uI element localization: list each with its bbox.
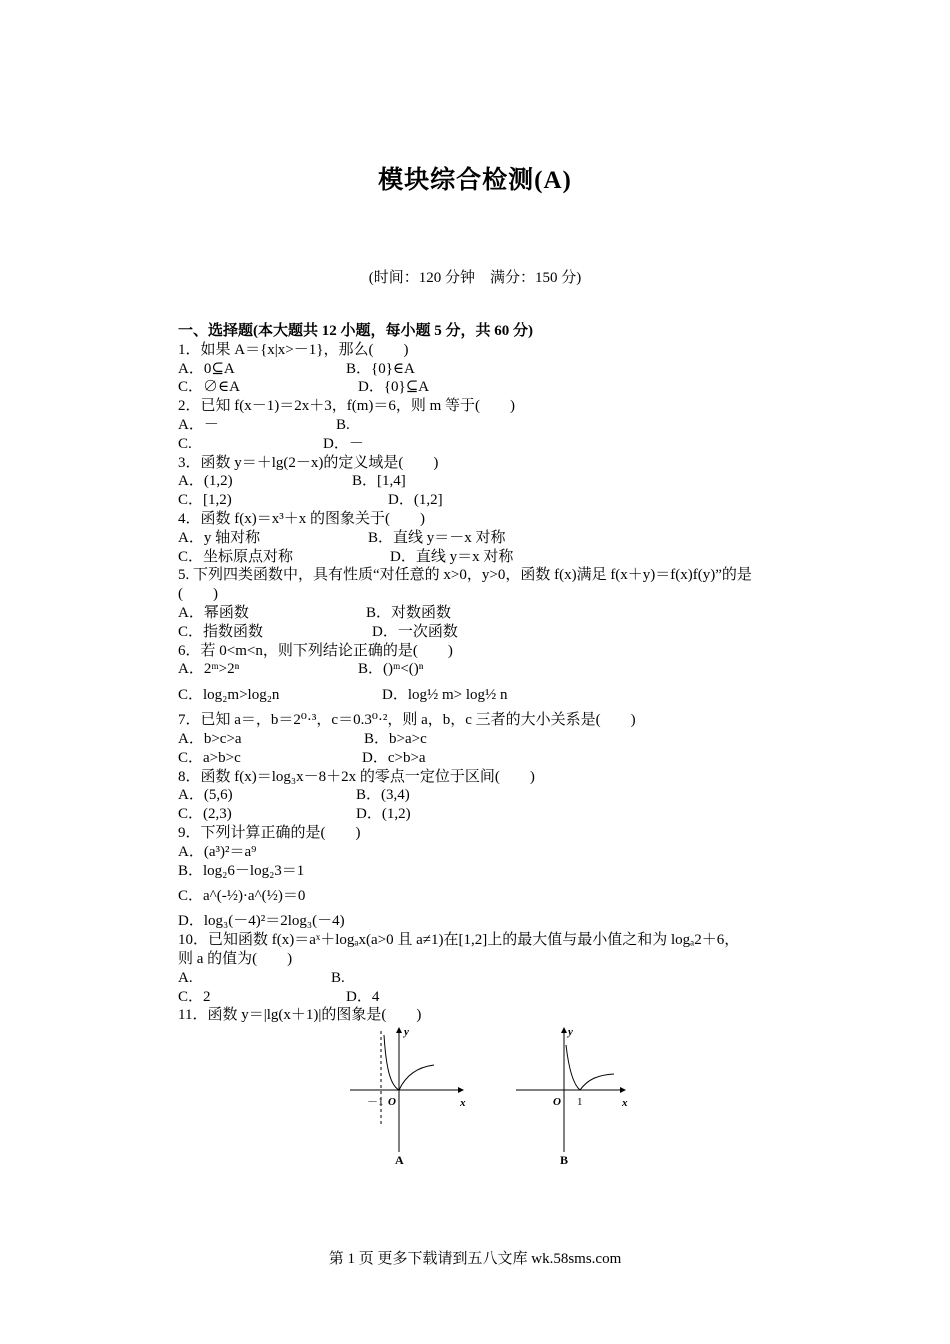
origin-label: O <box>388 1096 396 1109</box>
option-row <box>178 730 818 749</box>
option-b: B．()ᵐ<()ⁿ <box>358 661 424 678</box>
section-heading: 一、选择题(本大题共 12 小题，每小题 5 分，共 60 分) <box>178 323 533 339</box>
question-4: 4．函数 f(x)＝x³＋x 的图象关于( ) <box>178 510 425 527</box>
option-d: D．log½ m> log½ n <box>382 687 508 704</box>
option-row <box>178 749 818 768</box>
option-c: C．指数函数 <box>178 623 264 640</box>
question-5: 5. 下列四类函数中，具有性质“对任意的 x>0，y>0，函数 f(x)满足 f(x＋y)＝f(x)f(y)”的是 <box>178 567 752 584</box>
option-c: C．[1,2) <box>178 492 232 509</box>
option-row <box>178 679 818 711</box>
option-b: B. <box>331 969 345 986</box>
option-c: C．∅∈A <box>178 379 240 396</box>
tick-label: 1 <box>577 1096 583 1109</box>
question-list <box>178 322 818 1170</box>
option-row <box>178 805 818 824</box>
option-b: B．b>a>c <box>364 730 427 747</box>
option-b: B. <box>336 416 350 433</box>
question-10: 10．已知函数 f(x)＝aˣ＋logₐx(a>0 且 a≠1)在[1,2]上的最大值与最小值之和为 logₐ2＋6， <box>178 932 740 949</box>
page-footer: 第 1 页 更多下载请到五八文库 wk.58sms.com <box>328 1251 622 1267</box>
option-a: A．(a³)²＝a⁹ <box>178 843 257 860</box>
option-row <box>178 416 818 435</box>
option-c: C．log₂m>log₂n <box>178 687 280 704</box>
option-d: D．c>b>a <box>362 749 426 766</box>
question-3: 3．函数 y＝＋lg(2－x)的定义域是( ) <box>178 454 439 471</box>
option-a: A．0⊆A <box>178 360 235 377</box>
option-c: C．坐标原点对称 <box>178 548 294 565</box>
option-d: D．(1,2) <box>356 806 411 823</box>
figure-label-b: B <box>560 1153 569 1168</box>
x-axis-label: x <box>460 1097 466 1110</box>
exam-info: (时间：120 分钟 满分：150 分) <box>368 270 582 286</box>
question-8: 8．函数 f(x)＝log₃x－8＋2x 的零点一定位于区间( ) <box>178 768 535 785</box>
option-row <box>178 472 818 491</box>
option-row <box>178 604 818 623</box>
y-axis-label: y <box>404 1027 409 1039</box>
question-9: 9．下列计算正确的是( ) <box>178 824 361 841</box>
origin-label: O <box>553 1096 561 1109</box>
page-title: 模块综合检测(A) <box>378 167 572 194</box>
option-row <box>178 548 818 567</box>
option-c: C．a^(-½)·a^(½)＝0 <box>178 888 306 905</box>
option-a: A．幂函数 <box>178 604 249 621</box>
graph-figure-a <box>348 1027 478 1157</box>
option-row <box>178 529 818 548</box>
graph-curve <box>384 1035 434 1090</box>
y-arrow-icon <box>396 1027 402 1033</box>
x-axis-label: x <box>622 1097 628 1110</box>
question-6: 6．若 0<m<n，则下列结论正确的是( ) <box>178 642 453 659</box>
option-c: C．(2,3) <box>178 806 232 823</box>
option-d: D．一次函数 <box>372 623 458 640</box>
option-d: D．log₃(－4)²＝2log₃(－4) <box>178 913 345 930</box>
option-b: B．log₂6－log₂3＝1 <box>178 862 305 879</box>
option-a: A．－ <box>178 416 219 433</box>
option-d: D．直线 y＝x 对称 <box>390 548 514 565</box>
option-a: A．2ᵐ>2ⁿ <box>178 661 240 678</box>
option-row <box>178 660 818 679</box>
option-b: B．直线 y＝－x 对称 <box>368 529 506 546</box>
option-row <box>178 491 818 510</box>
question-1: 1．如果 A＝{x|x>－1}，那么( ) <box>178 341 409 358</box>
option-d: D．{0}⊆A <box>358 379 430 396</box>
tick-label: －1 <box>367 1096 384 1109</box>
option-b: B．对数函数 <box>366 604 452 621</box>
question-7: 7．已知 a＝，b＝2⁰·³，c＝0.3⁰·²，则 a，b，c 三者的大小关系是( ) <box>178 712 636 729</box>
option-a: A．(1,2) <box>178 473 233 490</box>
option-c: C．a>b>c <box>178 749 241 766</box>
x-arrow-icon <box>458 1087 464 1093</box>
y-arrow-icon <box>561 1027 567 1033</box>
option-a: A．(5,6) <box>178 787 233 804</box>
option-row <box>178 786 818 805</box>
option-b: B．(3,4) <box>356 787 410 804</box>
option-d: D．4 <box>346 988 380 1005</box>
question-10-cont: 则 a 的值为( ) <box>178 950 293 967</box>
option-a: A. <box>178 969 193 986</box>
option-row <box>178 969 818 988</box>
option-a: A．y 轴对称 <box>178 529 261 546</box>
option-b: B．{0}∈A <box>346 360 415 377</box>
option-row <box>178 988 818 1007</box>
option-d: D．(1,2] <box>388 492 443 509</box>
y-axis-label: y <box>568 1027 573 1039</box>
question-11: 11．函数 y＝|lg(x＋1)|的图象是( ) <box>178 1007 422 1024</box>
x-arrow-icon <box>620 1087 626 1093</box>
option-a: A．b>c>a <box>178 730 242 747</box>
option-b: B．[1,4] <box>352 473 406 490</box>
figure-label-a: A <box>395 1153 404 1168</box>
graph-curve <box>566 1045 614 1090</box>
option-c: C．2 <box>178 988 211 1005</box>
option-row <box>178 623 818 642</box>
option-c: C. <box>178 435 192 452</box>
graph-figure-b <box>514 1027 644 1157</box>
option-d: D．－ <box>323 435 364 452</box>
option-row <box>178 435 818 454</box>
option-row <box>178 378 818 397</box>
question-2: 2．已知 f(x－1)＝2x＋3，f(m)＝6，则 m 等于( ) <box>178 398 516 415</box>
question-5-cont: ( ) <box>178 586 218 603</box>
figure-row <box>178 1025 818 1170</box>
option-row <box>178 360 818 379</box>
